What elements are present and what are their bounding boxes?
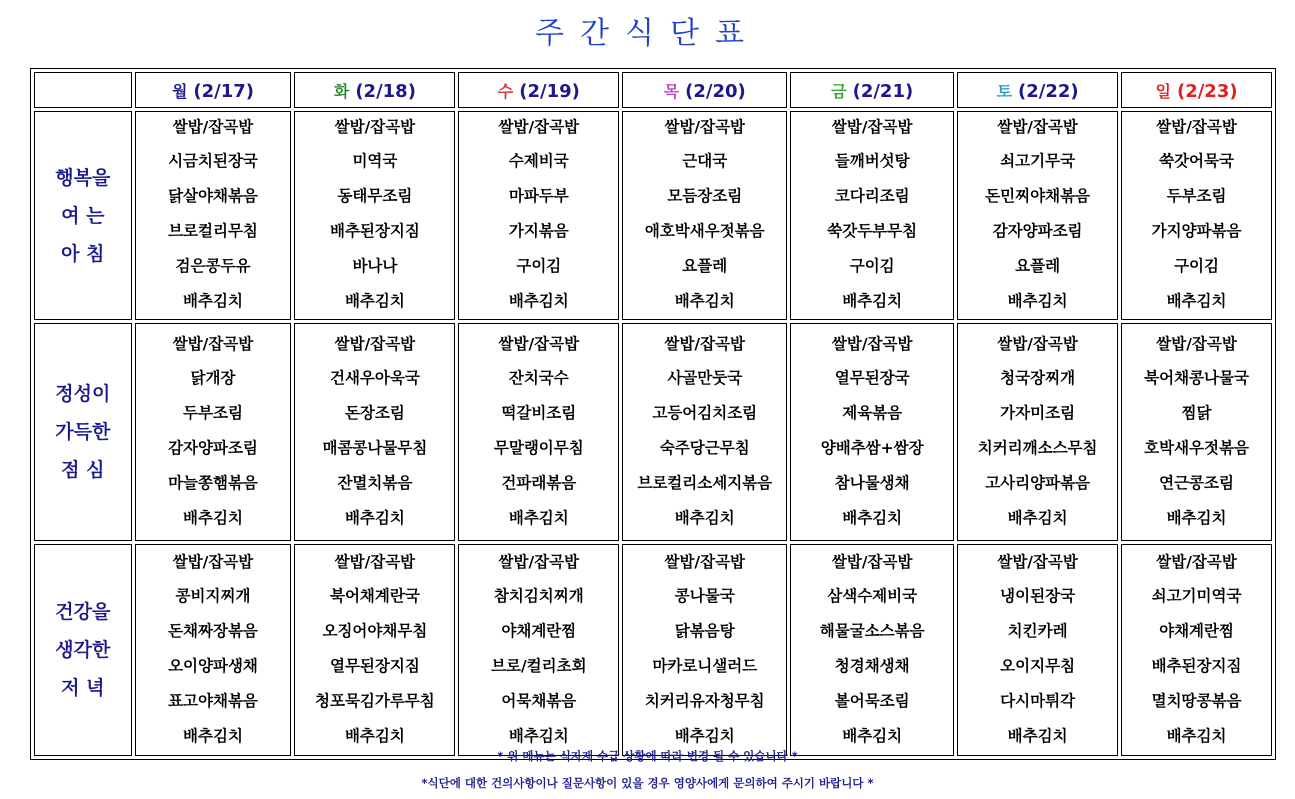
menu-item: 배추김치 <box>1166 508 1227 527</box>
menu-cell <box>135 544 292 756</box>
menu-item: 배추김치 <box>1007 726 1068 745</box>
menu-item: 고사리양파볶음 <box>985 473 1091 492</box>
inquiry-note: *식단에 대한 건의사항이나 질문사항이 있을 경우 영양사에게 문의하여 주시기 바랍니다 * <box>421 776 874 790</box>
day-label: (2/19) <box>519 80 580 102</box>
menu-item: 감자양파조림 <box>168 438 258 457</box>
menu-item: 배추김치 <box>508 292 569 310</box>
menu-item: 쌀밥/잡곡밥 <box>1156 552 1237 571</box>
meal-row <box>34 111 1272 320</box>
menu-cell <box>294 544 455 756</box>
menu-item: 구이김 <box>849 257 895 275</box>
menu-cell <box>458 544 619 756</box>
menu-item: 쌀밥/잡곡밥 <box>334 552 416 571</box>
day-icon: 화 <box>333 81 350 101</box>
menu-item: 볼어묵조림 <box>834 691 910 710</box>
menu-item: 구이김 <box>516 257 562 275</box>
menu-item: 열무된장지짐 <box>329 656 420 675</box>
menu-item: 쌀밥/잡곡밥 <box>334 118 416 136</box>
menu-cell <box>135 323 292 541</box>
menu-cell <box>1121 323 1272 541</box>
menu-item: 쌀밥/잡곡밥 <box>498 552 580 571</box>
day-label: (2/23) <box>1176 80 1238 102</box>
menu-item: 배추김치 <box>1166 726 1227 745</box>
day-header <box>622 72 787 108</box>
menu-item: 배추김치 <box>1007 292 1068 310</box>
menu-change-note: * 위 메뉴는 식자재 수급 상황에 따라 변경 될 수 있습니다 * <box>497 749 798 763</box>
menu-item: 돈장조림 <box>344 403 405 422</box>
day-icon: 월 <box>171 81 188 101</box>
day-label: (2/22) <box>1018 80 1079 102</box>
menu-item: 배추김치 <box>183 508 243 527</box>
menu-item: 쌀밥/잡곡밥 <box>664 334 746 353</box>
menu-item: 쌀밥/잡곡밥 <box>997 334 1078 353</box>
menu-item: 멸치땅콩볶음 <box>1151 691 1242 710</box>
day-icon: 목 <box>663 81 680 101</box>
corner-cell <box>34 72 132 108</box>
menu-item: 참치김치찌개 <box>493 586 584 605</box>
menu-cell <box>957 323 1118 541</box>
menu-item: 쌀밥/잡곡밥 <box>498 334 580 353</box>
menu-cell <box>1121 544 1272 756</box>
menu-item: 쌀밥/잡곡밥 <box>664 552 746 571</box>
menu-item: 배추김치 <box>1007 508 1068 527</box>
menu-item: 가지볶음 <box>508 222 569 240</box>
meal-row <box>34 544 1272 756</box>
menu-item: 냉이된장국 <box>1000 586 1076 605</box>
meal-label <box>34 544 132 756</box>
menu-item: 쌀밥/잡곡밥 <box>831 118 913 136</box>
menu-cell <box>622 323 787 541</box>
menu-item: 마카로니샐러드 <box>652 656 758 675</box>
menu-item: 건파래볶음 <box>501 473 577 492</box>
menu-item: 배추김치 <box>344 508 405 527</box>
menu-item: 배추김치 <box>842 726 903 745</box>
menu-item: 브로컬리소세지볶음 <box>637 473 773 492</box>
menu-item: 배추김치 <box>674 726 735 745</box>
menu-item: 브로/컬리초회 <box>491 656 587 675</box>
menu-cell <box>1121 111 1272 320</box>
menu-item: 감자양파조림 <box>992 222 1083 240</box>
menu-item: 배추김치 <box>344 292 405 310</box>
menu-item: 떡갈비조림 <box>501 403 577 422</box>
menu-item: 쌀밥/잡곡밥 <box>997 118 1078 136</box>
menu-cell <box>622 111 787 320</box>
menu-item: 쌀밥/잡곡밥 <box>172 552 254 571</box>
menu-item: 브로컬리무침 <box>168 222 258 240</box>
day-icon: 토 <box>996 81 1013 101</box>
menu-item: 수제비국 <box>508 152 569 170</box>
menu-item: 청국장찌개 <box>1000 368 1076 387</box>
menu-item: 배추된장지짐 <box>1151 656 1242 675</box>
menu-item: 가지양파볶음 <box>1151 222 1242 240</box>
menu-item: 치킨카레 <box>1007 621 1068 640</box>
menu-item: 코다리조림 <box>834 187 910 205</box>
meal-label-line: 건강을 <box>55 601 111 623</box>
menu-item: 들깨버섯탕 <box>834 152 910 170</box>
menu-item: 삼색수제비국 <box>827 586 918 605</box>
menu-item: 시금치된장국 <box>168 152 258 170</box>
menu-item: 동태무조림 <box>337 187 413 205</box>
menu-item: 쌀밥/잡곡밥 <box>498 118 580 136</box>
menu-item: 배추김치 <box>674 508 735 527</box>
menu-item: 마파두부 <box>508 187 569 205</box>
weekly-menu-table <box>30 68 1276 760</box>
menu-item: 쑥갓두부무침 <box>827 222 918 240</box>
menu-item: 표고야채볶음 <box>168 691 258 710</box>
menu-item: 두부조림 <box>183 403 243 422</box>
menu-item: 요플레 <box>1015 257 1061 275</box>
day-label: (2/18) <box>355 80 416 102</box>
menu-item: 배추된장지짐 <box>329 222 420 240</box>
menu-item: 연근콩조림 <box>1159 473 1234 492</box>
menu-cell <box>458 323 619 541</box>
day-header <box>1121 72 1272 108</box>
menu-item: 사골만둣국 <box>667 368 743 387</box>
meal-row <box>34 323 1272 541</box>
menu-item: 닭개장 <box>190 368 236 387</box>
menu-item: 돈채짜장볶음 <box>168 621 258 640</box>
day-icon: 일 <box>1155 81 1171 101</box>
meal-label-line: 가득한 <box>55 421 111 443</box>
day-label: (2/20) <box>685 80 746 102</box>
menu-item: 북어채계란국 <box>329 586 420 605</box>
meal-label <box>34 323 132 541</box>
menu-item: 구이김 <box>1174 257 1219 275</box>
menu-item: 어묵채볶음 <box>501 691 577 710</box>
menu-item: 쇠고기미역국 <box>1151 586 1242 605</box>
menu-item: 쑥갓어묵국 <box>1159 152 1234 170</box>
menu-item: 청경채생채 <box>834 656 910 675</box>
day-icon: 수 <box>497 81 514 101</box>
menu-cell <box>790 544 954 756</box>
page-title: 주간식단표 <box>535 16 760 51</box>
menu-item: 돈민찌야채볶음 <box>985 187 1091 205</box>
menu-item: 제육볶음 <box>842 403 903 422</box>
menu-item: 쌀밥/잡곡밥 <box>1156 334 1237 353</box>
menu-item: 배추김치 <box>183 726 243 745</box>
menu-item: 치커리깨소스무침 <box>977 438 1098 457</box>
day-header <box>135 72 292 108</box>
menu-item: 쌀밥/잡곡밥 <box>997 552 1078 571</box>
menu-item: 호박새우젓볶음 <box>1144 438 1249 457</box>
menu-item: 오이양파생채 <box>168 656 258 675</box>
meal-label-line: 저 녁 <box>61 677 105 699</box>
menu-item: 쇠고기무국 <box>1000 152 1076 170</box>
menu-item: 무말랭이무침 <box>493 438 584 457</box>
menu-cell <box>957 544 1118 756</box>
menu-item: 참나물생채 <box>834 473 910 492</box>
menu-cell <box>135 111 292 320</box>
meal-label-line: 행복을 <box>55 166 111 189</box>
menu-item: 쌀밥/잡곡밥 <box>831 552 913 571</box>
menu-cell <box>790 323 954 541</box>
meal-label-line: 점 심 <box>61 459 105 481</box>
menu-item: 쌀밥/잡곡밥 <box>831 334 913 353</box>
menu-item: 쌀밥/잡곡밥 <box>1156 118 1237 136</box>
day-icon: 금 <box>831 81 847 101</box>
meal-label <box>34 111 132 320</box>
menu-item: 두부조림 <box>1166 187 1227 205</box>
menu-item: 쌀밥/잡곡밥 <box>172 118 254 136</box>
menu-item: 배추김치 <box>842 508 903 527</box>
menu-item: 청포묵김가루무침 <box>315 691 435 710</box>
menu-cell <box>294 111 455 320</box>
menu-item: 잔멸치볶음 <box>337 473 413 492</box>
menu-cell <box>957 111 1118 320</box>
day-header-row <box>34 72 1272 108</box>
menu-item: 양배추쌈+쌈장 <box>820 438 924 457</box>
menu-item: 건새우아욱국 <box>329 368 420 387</box>
menu-item: 배추김치 <box>508 726 569 745</box>
menu-item: 다시마튀각 <box>1000 691 1076 710</box>
menu-item: 매콤콩나물무침 <box>322 438 428 457</box>
menu-item: 쌀밥/잡곡밥 <box>172 334 254 353</box>
menu-item: 배추김치 <box>508 508 569 527</box>
menu-item: 근대국 <box>682 152 728 170</box>
menu-item: 닭살야채볶음 <box>168 187 258 205</box>
menu-item: 콩비지찌개 <box>175 586 251 605</box>
menu-item: 야채계란찜 <box>501 621 577 640</box>
menu-item: 닭볶음탕 <box>674 621 735 640</box>
menu-item: 배추김치 <box>183 292 243 310</box>
menu-item: 가자미조림 <box>1000 403 1076 422</box>
menu-item: 미역국 <box>352 152 398 170</box>
menu-item: 오징어야채무침 <box>322 621 428 640</box>
menu-item: 쌀밥/잡곡밥 <box>664 118 746 136</box>
day-label: (2/17) <box>193 80 255 102</box>
menu-item: 치커리유자청무침 <box>644 691 765 710</box>
menu-item: 요플레 <box>682 257 728 275</box>
meal-label-line: 아 침 <box>61 242 105 265</box>
day-header <box>294 72 455 108</box>
menu-item: 해물굴소스볶음 <box>819 621 925 640</box>
menu-item: 콩나물국 <box>674 586 735 605</box>
menu-item: 검은콩두유 <box>175 257 251 275</box>
menu-cell <box>790 111 954 320</box>
menu-cell <box>294 323 455 541</box>
menu-item: 배추김치 <box>1166 292 1227 310</box>
menu-item: 오이지무침 <box>1000 656 1076 675</box>
meal-label-line: 생각한 <box>55 639 111 661</box>
menu-item: 쌀밥/잡곡밥 <box>334 334 416 353</box>
menu-item: 열무된장국 <box>834 368 910 387</box>
meal-label-line: 여 는 <box>61 204 105 227</box>
day-header <box>458 72 619 108</box>
menu-item: 바나나 <box>352 257 398 275</box>
menu-item: 애호박새우젓볶음 <box>644 222 765 240</box>
menu-item: 모듬장조림 <box>667 187 743 205</box>
menu-item: 야채계란찜 <box>1159 621 1234 640</box>
menu-item: 북어채콩나물국 <box>1144 368 1249 387</box>
menu-item: 잔치국수 <box>508 368 569 387</box>
menu-item: 마늘쫑햄볶음 <box>168 473 258 492</box>
day-header <box>957 72 1118 108</box>
menu-cell <box>622 544 787 756</box>
menu-item: 숙주당근무침 <box>659 438 750 457</box>
menu-item: 고등어김치조림 <box>652 403 758 422</box>
day-label: (2/21) <box>852 80 914 102</box>
meal-label-line: 정성이 <box>55 383 111 405</box>
menu-item: 찜닭 <box>1181 403 1212 422</box>
menu-item: 배추김치 <box>842 292 903 310</box>
day-header <box>790 72 954 108</box>
menu-item: 배추김치 <box>674 292 735 310</box>
menu-item: 배추김치 <box>344 726 405 745</box>
menu-cell <box>458 111 619 320</box>
